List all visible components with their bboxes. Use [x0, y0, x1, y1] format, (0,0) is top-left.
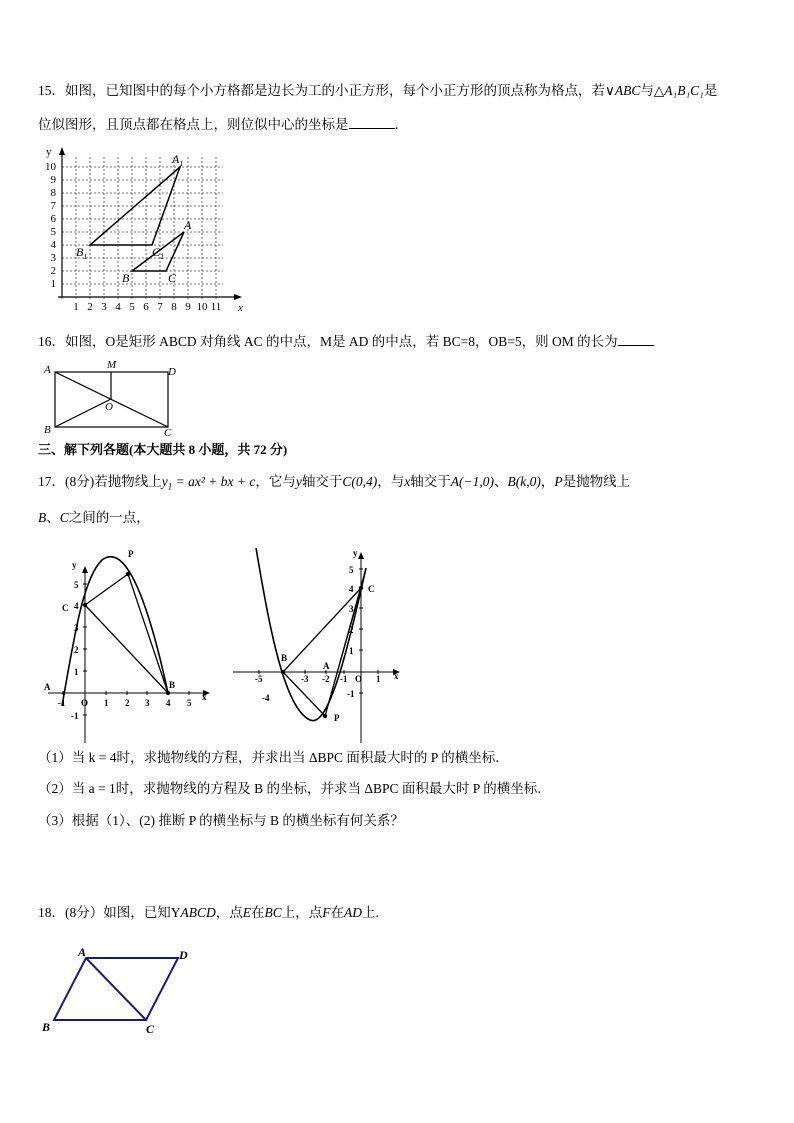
x-tick: 7 — [157, 301, 163, 313]
y-tick: 1 — [74, 667, 79, 677]
y-tick: 4 — [74, 601, 79, 611]
x-tick: -2 — [322, 674, 330, 684]
x-tick: 10 — [196, 301, 208, 313]
label-b: B — [122, 271, 130, 285]
x-tick: 4 — [166, 698, 171, 708]
y-tick: 10 — [45, 161, 56, 173]
x-tick: O — [81, 698, 89, 708]
x-tick: 1 — [376, 674, 381, 684]
label-c: C — [62, 603, 69, 613]
x-tick: 5 — [129, 301, 135, 313]
answer-blank[interactable] — [349, 128, 395, 129]
x-tick: O — [355, 674, 363, 684]
y-tick: 2 — [50, 265, 56, 277]
x-tick: 3 — [145, 698, 150, 708]
label-c: C — [146, 1022, 155, 1036]
q17-sub3: （3）根据（1）、(2) 推断 P 的横坐标与 B 的横坐标有何关系？ — [38, 813, 404, 828]
y-tick: 4 — [50, 239, 56, 251]
x-tick: -4 — [262, 693, 270, 703]
label-a: A — [44, 364, 51, 376]
label-o: O — [105, 401, 113, 413]
x-tick: -5 — [255, 674, 263, 684]
label-d: D — [179, 948, 188, 962]
x-tick: 5 — [187, 698, 192, 708]
q17-line1: 17．(8分)若抛物线上$y_1 = ax^2$ + bx + c，它与y轴交于C(0,4)，与x轴交于A(−1,0)、B(k,0)，P是抛物线上 — [38, 474, 631, 492]
y-tick: -1 — [71, 711, 79, 721]
y-axis-label: y — [353, 548, 358, 558]
q15-line1: 15．如图，已知图中的每个小方格都是边长为工的小正方形，每个小正方形的顶点称为格点，若∨ABC与△A₁B₁C₁是 — [38, 83, 718, 98]
y-axis-label: y — [72, 560, 77, 570]
label-c1: $C_1$ — [152, 245, 165, 261]
label-a: A — [184, 218, 192, 232]
diagonal-ac — [86, 958, 146, 1020]
label-b1: $B_1$ — [76, 245, 88, 261]
q18-text: 18．(8分）如图，已知YABCD，点E在BC上，点F在AD上. — [38, 905, 379, 920]
x-tick: 1 — [104, 698, 109, 708]
q18-parallelogram-figure — [38, 942, 198, 1037]
y-tick: 5 — [74, 580, 79, 590]
x-tick: -3 — [301, 674, 309, 684]
x-tick: -1 — [340, 674, 348, 684]
q17-graph-2 — [228, 548, 408, 748]
label-b: B — [281, 653, 288, 663]
label-b: B — [44, 424, 51, 436]
x-tick: 4 — [115, 301, 121, 313]
label-a1: $A_1$ — [172, 152, 184, 168]
label-a: A — [323, 661, 330, 671]
x-tick: 11 — [210, 301, 222, 313]
y-tick: 8 — [50, 187, 56, 199]
label-d: D — [168, 366, 176, 378]
y-tick: 3 — [349, 604, 354, 614]
x-tick: 2 — [87, 301, 93, 313]
label-m: M — [107, 359, 117, 371]
x-tick: 3 — [101, 301, 107, 313]
y-tick: 2 — [74, 645, 79, 655]
label-b: B — [169, 680, 176, 690]
label-c: C — [168, 271, 177, 285]
y-tick: 4 — [349, 584, 354, 594]
y-tick: 7 — [50, 200, 56, 212]
label-a: A — [44, 682, 51, 692]
x-tick: 6 — [143, 301, 149, 313]
q16-rectangle-figure — [40, 358, 190, 439]
x-tick: 9 — [185, 301, 191, 313]
y-tick: 1 — [349, 646, 354, 656]
y-tick: 6 — [50, 213, 56, 225]
q17-sub1: （1）当 k = 4时，求抛物线的方程，并求出当 ΔBPC 面积最大时的 P 的横坐标． — [38, 750, 509, 765]
x-axis-label: x — [394, 671, 399, 681]
y-axis-label: y — [46, 146, 52, 158]
label-a: A — [78, 945, 87, 959]
triangle-bpc — [85, 574, 168, 693]
y-tick: 1 — [50, 278, 56, 290]
y-tick: 3 — [50, 252, 56, 264]
answer-blank[interactable] — [618, 345, 654, 346]
q15-grid-figure — [38, 145, 253, 315]
x-tick: 1 — [73, 301, 79, 313]
y-tick: 2 — [349, 625, 354, 635]
label-c: C — [368, 584, 375, 594]
y-tick: 5 — [50, 226, 56, 238]
q16-text: 16．如图，O是矩形 ABCD 对角线 AC 的中点，M是 AD 的中点，若 BC=8，OB=5，则 OM 的长为 — [38, 332, 654, 352]
x-axis-label: x — [202, 692, 207, 702]
label-c: C — [164, 427, 172, 439]
q17-graph-1 — [38, 548, 218, 748]
q17-line2: B、C之间的一点， — [38, 510, 150, 525]
q15-line2: 位似图形，且顶点都在格点上，则位似中心的坐标是 ． — [38, 117, 408, 132]
y-tick: 5 — [349, 565, 354, 575]
label-p: P — [128, 549, 134, 559]
x-tick: 2 — [125, 698, 130, 708]
y-tick: -1 — [347, 689, 355, 699]
label-p: P — [334, 713, 340, 723]
y-tick: 9 — [50, 174, 56, 186]
section-heading: 三、解下列各题(本大题共 8 小题，共 72 分) — [38, 442, 288, 457]
x-axis-label: x — [238, 302, 243, 314]
x-tick: 8 — [171, 301, 177, 313]
q17-sub2: （2）当 a = 1时，求抛物线的方程及 B 的坐标，并求当 ΔBPC 面积最大时 P 的横坐标． — [38, 781, 551, 796]
x-tick: -1 — [58, 698, 66, 708]
y-tick: 3 — [74, 623, 79, 633]
label-b: B — [42, 1020, 51, 1034]
